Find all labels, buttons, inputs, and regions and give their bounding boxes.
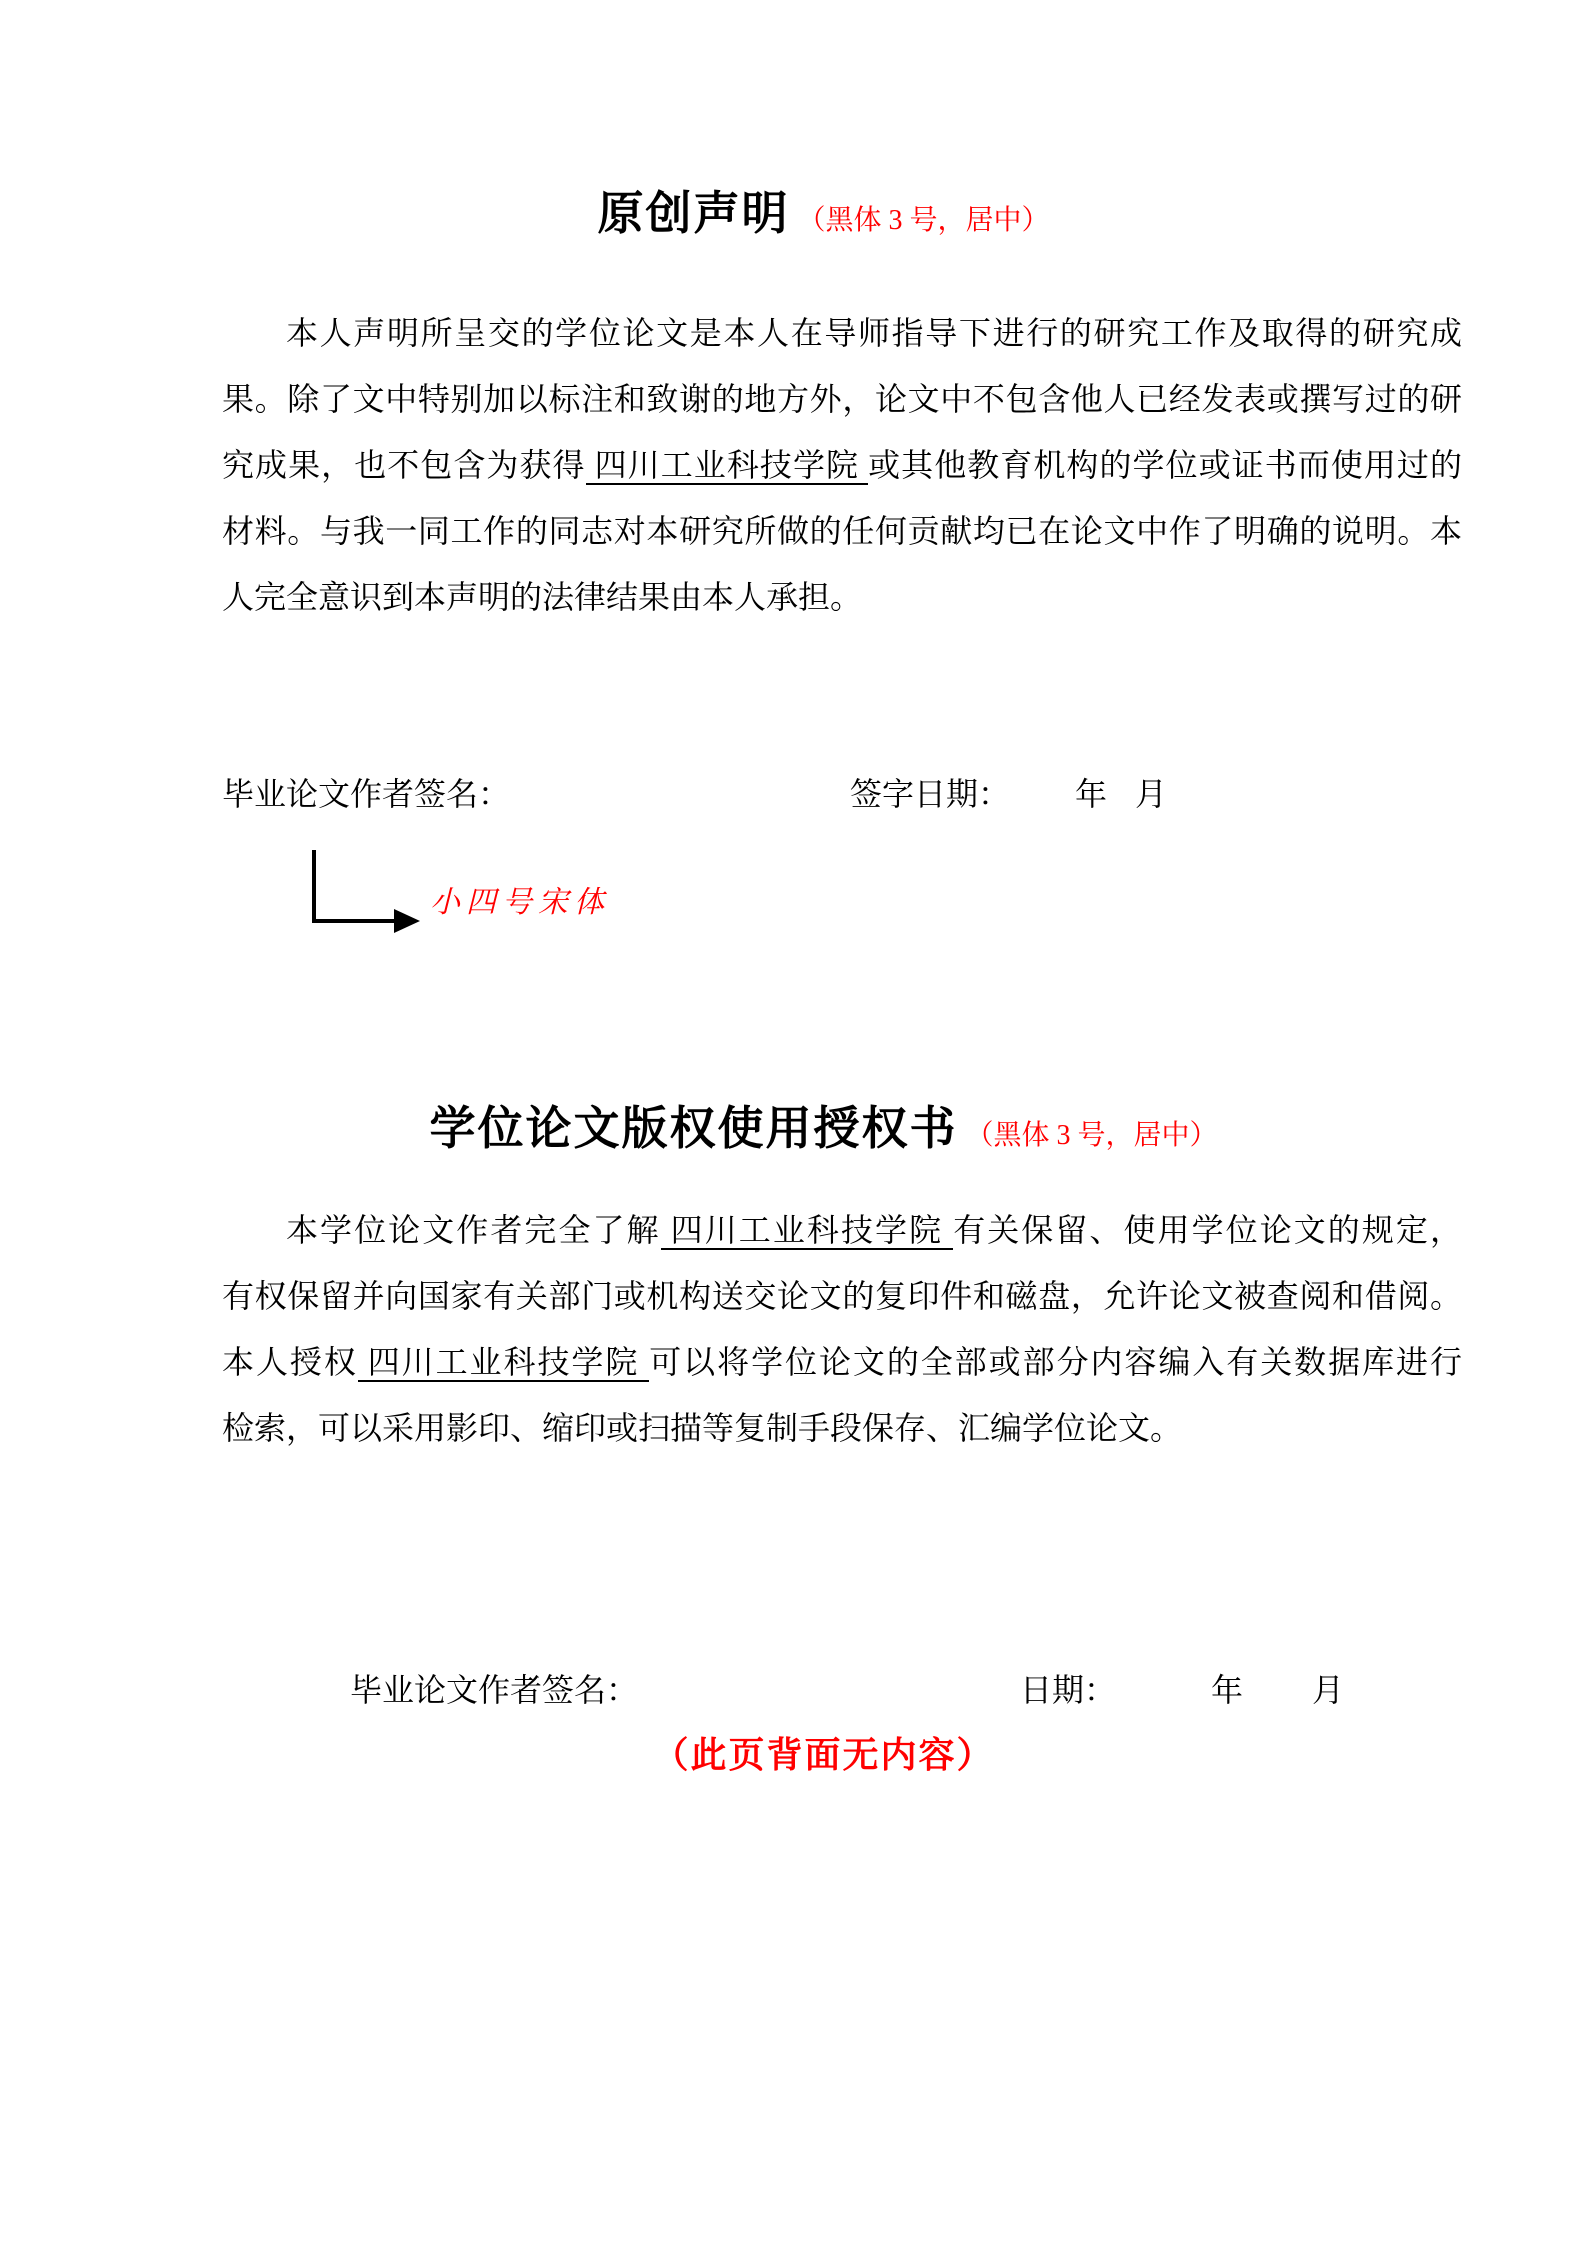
underlined-institution-name: 四川工业科技学院 bbox=[660, 1212, 954, 1248]
paragraph-line bbox=[222, 498, 1462, 564]
authorization-year-label: 年 bbox=[1211, 1672, 1244, 1708]
underlined-institution-name: 四川工业科技学院 bbox=[585, 447, 869, 483]
paragraph-line bbox=[222, 1395, 1462, 1461]
declaration-month-label: 月 bbox=[1135, 776, 1168, 812]
authorization-signature-label: 毕业论文作者签名： bbox=[350, 1672, 639, 1708]
text-segment: 有权保留并向国家有关部门或机构送交论文的复印件和磁盘，允许论文被查阅和借阅。 bbox=[222, 1278, 1462, 1314]
authorization-date-label: 日期： bbox=[1020, 1672, 1117, 1708]
text-segment: 究成果，也不包含为获得 bbox=[222, 447, 586, 483]
paragraph-line bbox=[222, 366, 1462, 432]
authorization-title-row bbox=[0, 1100, 1587, 1168]
text-segment: 可以将学位论文的全部或部分内容编入有关数据库进行 bbox=[649, 1344, 1462, 1380]
text-segment: 本人授权 bbox=[222, 1344, 358, 1380]
authorization-signature-row bbox=[0, 1668, 1587, 1712]
text-segment: 有关保留、使用学位论文的规定， bbox=[953, 1212, 1462, 1248]
declaration-signature-label: 毕业论文作者签名： bbox=[222, 776, 511, 812]
authorization-title-format-note: （黑体 3 号，居中） bbox=[965, 1120, 1218, 1151]
declaration-title: 原创声明 bbox=[597, 187, 790, 239]
paragraph-line bbox=[222, 300, 1462, 366]
text-segment: 本学位论文作者完全了解 bbox=[286, 1212, 661, 1248]
text-segment: 材料。与我一同工作的同志对本研究所做的任何贡献均已在论文中作了明确的说明。本 bbox=[222, 513, 1462, 549]
declaration-year-label: 年 bbox=[1075, 776, 1108, 812]
authorization-month-label: 月 bbox=[1312, 1672, 1345, 1708]
declaration-signature-row bbox=[0, 772, 1587, 816]
declaration-date-label: 签字日期： bbox=[850, 776, 1011, 812]
text-segment: 本人声明所呈交的学位论文是本人在导师指导下进行的研究工作及取得的研究成 bbox=[286, 315, 1462, 351]
declaration-title-format-note: （黑体 3 号，居中） bbox=[797, 205, 1050, 236]
underlined-institution-name: 四川工业科技学院 bbox=[357, 1344, 650, 1380]
paragraph-line bbox=[222, 564, 1462, 630]
paragraph-line bbox=[222, 1263, 1462, 1329]
paragraph-line bbox=[222, 1329, 1462, 1395]
text-segment: 人完全意识到本声明的法律结果由本人承担。 bbox=[222, 579, 863, 615]
authorization-paragraph bbox=[222, 1197, 1462, 1461]
paragraph-line bbox=[222, 432, 1462, 498]
paragraph-line bbox=[222, 1197, 1462, 1263]
declaration-title-row bbox=[0, 185, 1587, 253]
declaration-font-note: 小四号宋体 bbox=[430, 886, 610, 919]
back-page-empty-note: （此页背面无内容） bbox=[652, 1734, 995, 1775]
text-segment: 果。除了文中特别加以标注和致谢的地方外，论文中不包含他人已经发表或撰写过的研 bbox=[222, 381, 1462, 417]
text-segment: 检索，可以采用影印、缩印或扫描等复制手段保存、汇编学位论文。 bbox=[222, 1410, 1183, 1446]
text-segment: 或其他教育机构的学位或证书而使用过的 bbox=[868, 447, 1462, 483]
declaration-paragraph bbox=[222, 300, 1462, 630]
right-angle-arrow bbox=[310, 848, 425, 934]
authorization-title: 学位论文版权使用授权书 bbox=[429, 1102, 958, 1154]
